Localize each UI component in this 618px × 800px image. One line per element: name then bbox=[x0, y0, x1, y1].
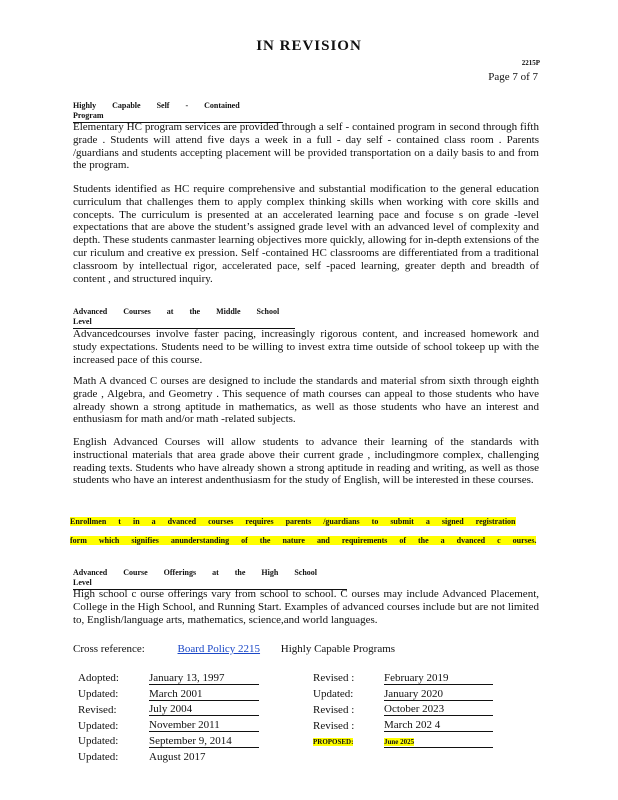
paragraph: Math A dvanced C ourses are designed to include the standards and material sfrom sixth through eighth grade , Algebra, and Geometry . This sequence of math courses can appeal to those students who have already shown a strong aptitude in mathematics, as well as those students who have an interest and enthusiasm for math and/or math -related subjects. bbox=[73, 375, 539, 426]
history-label: Adopted: bbox=[78, 672, 119, 685]
history-row bbox=[313, 716, 493, 732]
history-row bbox=[313, 684, 493, 700]
history-date: August 2017 bbox=[149, 750, 206, 763]
revision-history-right bbox=[313, 669, 493, 748]
history-label: Revised : bbox=[313, 703, 355, 716]
paragraph: English Advanced Courses will allow students to advance their learning of the standards with instructional materials that area grade above their current grade , includingmore complex, challenging reading texts. Students who have already shown a strong aptitude in reading and writing, as well as those students who have an interest andenthusiasm for the study of English, will be interested in these courses. bbox=[73, 436, 539, 487]
history-row bbox=[78, 669, 259, 684]
history-label: Updated: bbox=[78, 719, 119, 732]
highlighted-notice bbox=[70, 511, 540, 548]
policy-code: 2215P bbox=[521, 59, 540, 67]
history-row bbox=[78, 747, 259, 762]
history-date: July 2004 bbox=[149, 700, 259, 716]
history-date: January 13, 1997 bbox=[149, 669, 259, 684]
history-date: November 2011 bbox=[149, 716, 259, 732]
cross-reference-title: Highly Capable Programs bbox=[280, 643, 396, 655]
history-row bbox=[78, 716, 259, 732]
history-date: March 202 4 bbox=[384, 716, 493, 732]
history-label: Updated: bbox=[78, 735, 119, 748]
history-date: February 2019 bbox=[384, 669, 493, 684]
history-row bbox=[313, 669, 493, 684]
history-label: Updated: bbox=[313, 688, 354, 701]
page-title: IN REVISION bbox=[256, 38, 362, 54]
history-date: October 2023 bbox=[384, 700, 493, 716]
paragraph: High school c ourse offerings vary from school to school. C ourses may include Advanced Placement, College in the High School, and Running Start. Examples of advanced courses include but are not limited to, English/language arts, mathematics, science,and world languages. bbox=[73, 588, 539, 626]
history-date: September 9, 2014 bbox=[149, 732, 259, 748]
section-heading bbox=[73, 307, 295, 329]
paragraph: Elementary HC program services are provided through a self - contained program in second through fifth grade . Students will attend five days a week in a full - day self - contained class room . Parents /guardians and students accepting placement will be provided transportation on a daily basis to and from the program. bbox=[73, 121, 539, 172]
history-label: Updated: bbox=[78, 688, 119, 701]
history-row bbox=[78, 732, 259, 748]
page-number: Page 7 of 7 bbox=[488, 71, 538, 83]
history-row bbox=[78, 700, 259, 716]
cross-reference bbox=[73, 643, 539, 655]
history-label: Revised : bbox=[313, 672, 355, 685]
section-heading-text: Advanced Courses at the Middle School Level bbox=[73, 307, 295, 329]
section-heading-text: Advanced Course Offerings at the High School Level bbox=[73, 568, 347, 590]
section-heading bbox=[73, 568, 347, 590]
history-row bbox=[313, 700, 493, 716]
history-row bbox=[313, 732, 493, 748]
history-date: March 2001 bbox=[149, 684, 259, 700]
section-heading-text: Highly Capable Self - Contained Program bbox=[73, 101, 283, 123]
cross-reference-label: Cross reference: bbox=[73, 643, 145, 655]
section-heading bbox=[73, 101, 283, 123]
paragraph: Advancedcourses involve faster pacing, increasingly rigorous content, and increased homework and study expectations. Students need to be willing to invest extra time outside of school tokeep up with the increased pace of this course. bbox=[73, 328, 539, 366]
history-label: Revised : bbox=[313, 719, 355, 732]
history-date: January 2020 bbox=[384, 684, 493, 700]
history-row bbox=[78, 684, 259, 700]
history-label-proposed bbox=[313, 732, 384, 748]
proposed-label: PROPOSED: bbox=[313, 738, 354, 747]
history-label: Revised: bbox=[78, 703, 117, 716]
highlighted-notice-text: Enrollmen t in a dvanced courses requires parents /guardians to submit a signed registration form which signifies anunderstanding of the nature and requirements of the a dvanced c ourses. bbox=[70, 517, 537, 545]
board-policy-link[interactable]: Board Policy 2215 bbox=[177, 643, 261, 655]
proposed-date: June 2025 bbox=[384, 737, 415, 746]
revision-history-left bbox=[78, 669, 259, 763]
history-label: Updated: bbox=[78, 750, 119, 763]
history-date-proposed bbox=[384, 732, 493, 748]
paragraph: Students identified as HC require comprehensive and substantial modification to the general education curriculum that challenges them to apply complex thinking skills when working with core skills and concepts. The curriculum is presented at an accelerated learning pace and focuse s on grade -level expectations that are above the student’s assigned grade level with an advanced level of complexity and depth. These students canmaster learning objectives more quickly, allowing for in-depth extensions of the cur riculum and creative ex pression. Self -contained HC classrooms are differentiated from a traditional classroom by intellectual rigor, accelerated pace, self -paced learning, greater depth and breadth of content , and structured inquiry. bbox=[73, 183, 539, 285]
